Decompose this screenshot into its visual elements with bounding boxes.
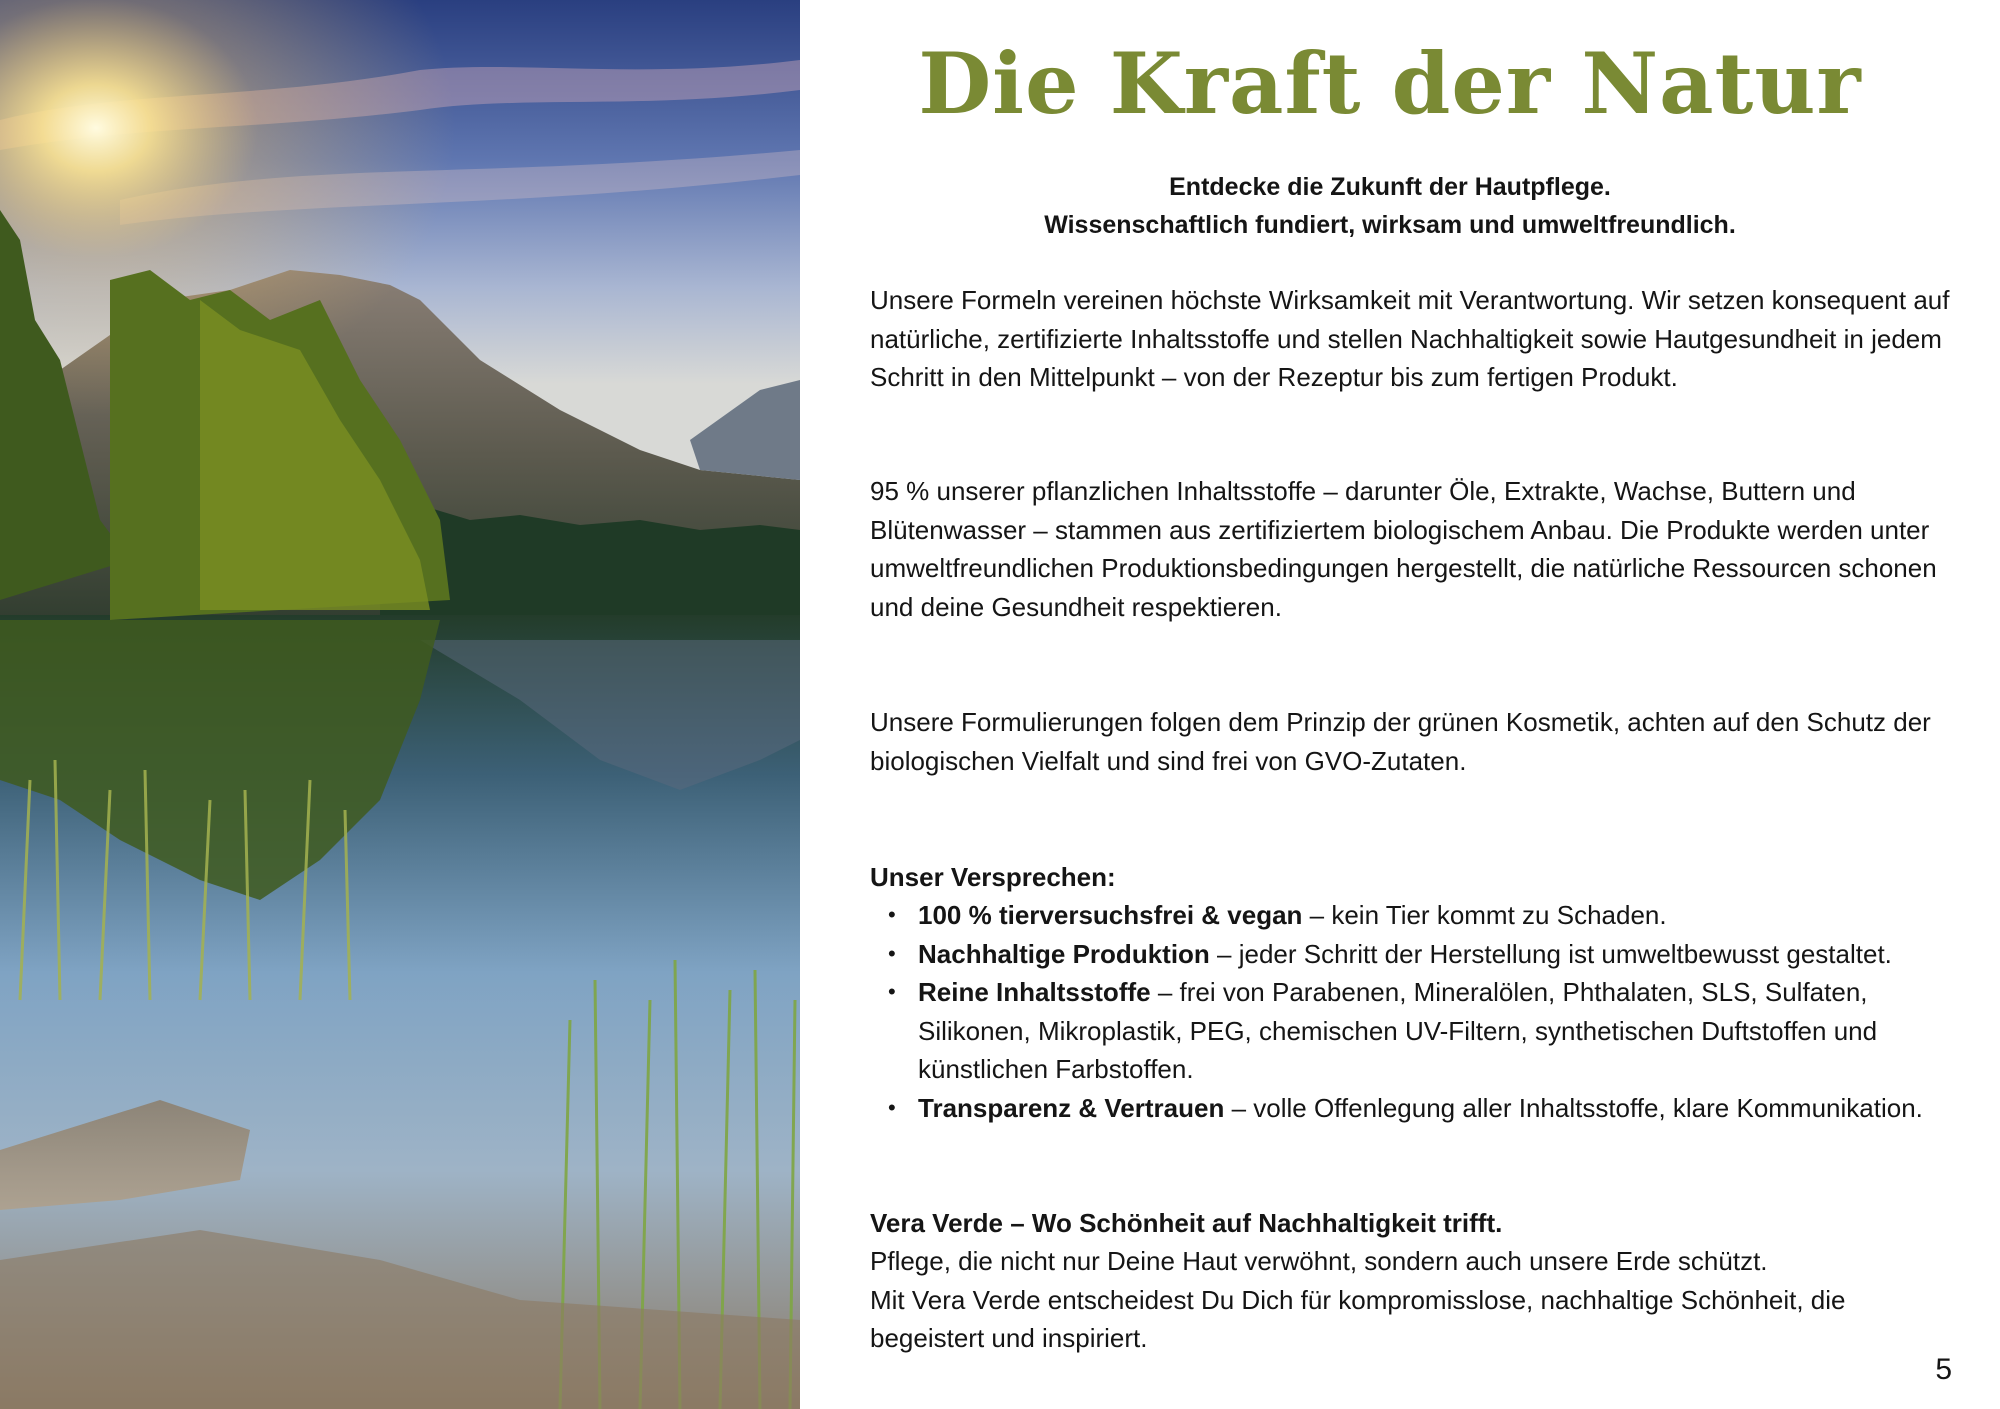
promise-item-text: – volle Offenlegung aller Inhaltsstoffe, klare Kommunikation. [1224,1092,1923,1123]
promise-heading: Unser Versprechen: [870,862,1116,892]
paragraph-ingredients: 95 % unserer pflanzlichen Inhaltsstoffe – darunter Öle, Extrakte, Wachse, Buttern und Blütenwasser – stammen aus zertifiziertem biologischem Anbau. Die Produkte werden unter umweltfreundlichen Produktionsbedingungen hergestellt, die natürliche Ressourcen schonen und deine Gesundheit respektieren. [870,476,1937,622]
promise-item-text: – jeder Schritt der Herstellung ist umweltbewusst gestaltet. [1209,938,1892,969]
paragraph-green-cosmetics: Unsere Formulierungen folgen dem Prinzip der grünen Kosmetik, achten auf den Schutz der biologischen Vielfalt und sind frei von GVO-Zutaten. [870,707,1931,776]
closing-heading: Vera Verde – Wo Schönheit auf Nachhaltigkeit trifft. [870,1208,1503,1238]
promise-item-title: Reine Inhaltsstoffe [918,977,1151,1007]
promise-item-title: Transparenz & Vertrauen [918,1092,1225,1123]
closing-line-1: Pflege, die nicht nur Deine Haut verwöhnt, sondern auch unsere Erde schützt. [870,1246,1768,1276]
page-number: 5 [1935,1353,1952,1386]
promise-item-title: 100 % tierversuchsfrei & vegan [918,900,1303,930]
promise-item-text: – kein Tier kommt zu Schaden. [1302,900,1667,930]
list-item [918,973,1960,1089]
promise-item-title: Nachhaltige Produktion [918,938,1210,969]
promise-list [870,896,1960,1127]
list-item [918,1089,1960,1128]
list-item [918,935,1960,974]
closing-text [870,1242,1960,1358]
promise-item-text: – frei von Parabenen, Mineralölen, Phthalaten, SLS, Sulfaten, Silikonen, Mikroplastik, PEG, chemischen UV-Filtern, synthetischen Duftstoffen und künstlichen Farbstoffen. [918,977,1878,1084]
subtitle-line-2: Wissenschaftlich fundiert, wirksam und umweltfreundlich. [1044,211,1736,239]
list-item [918,896,1960,935]
subtitle [870,168,1910,244]
closing-line-2: Mit Vera Verde entscheidest Du Dich für kompromisslose, nachhaltige Schönheit, die begeistert und inspiriert. [870,1284,1846,1353]
text-column [870,0,1960,1409]
subtitle-line-1: Entdecke die Zukunft der Hautpflege. [1169,173,1611,201]
page-title: Die Kraft der Natur [918,34,1862,133]
landscape-photo [0,0,800,1409]
paragraph-formulas: Unsere Formeln vereinen höchste Wirksamkeit mit Verantwortung. Wir setzen konsequent auf natürliche, zertifizierte Inhaltsstoffe und stellen Nachhaltigkeit sowie Hautgesundheit in jedem Schritt in den Mittelpunkt – von der Rezeptur bis zum fertigen Produkt. [870,285,1950,392]
